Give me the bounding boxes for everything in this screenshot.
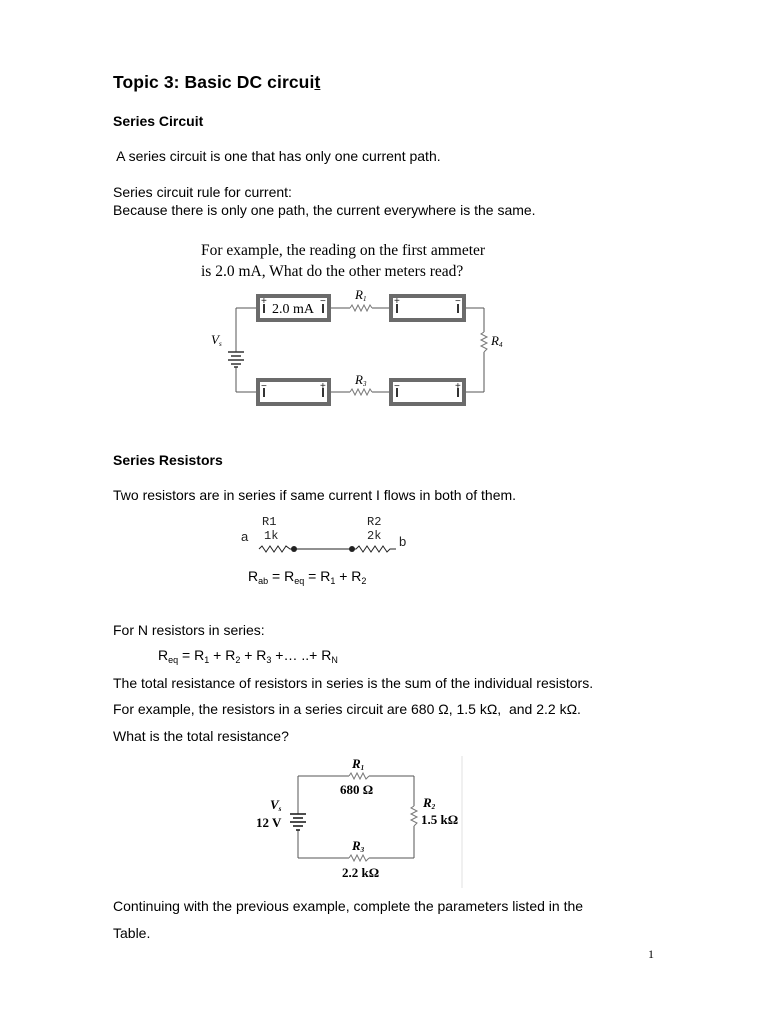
example-text: For example, the resistors in a series circuit are 680 Ω, 1.5 kΩ, and 2.2 kΩ. bbox=[113, 701, 581, 717]
n-resistors-intro: For N resistors in series: bbox=[113, 622, 265, 638]
ammeter3-minus: − bbox=[261, 381, 267, 392]
figure1-caption-line1: For example, the reading on the first ammeter bbox=[201, 242, 486, 259]
fig2-r2-zigzag bbox=[411, 806, 417, 826]
fig2-r3-zigzag bbox=[349, 855, 369, 861]
req-formula: $R_{eq} = R_1 + R_2 + R_3$ +… ..+ $R_N$ bbox=[158, 647, 338, 665]
figure1-caption-line2: is 2.0 mA, What do the other meters read? bbox=[201, 263, 464, 280]
fig2-r3-label: R3 bbox=[352, 838, 365, 854]
fig1-r1-label: R1 bbox=[355, 287, 367, 303]
ammeter1-minus: − bbox=[320, 296, 326, 307]
closing-line2: Table. bbox=[113, 925, 151, 941]
fig2-r1-zigzag bbox=[349, 773, 369, 779]
series-resistors-definition: Two resistors are in series if same current I flows in both of them. bbox=[113, 487, 517, 503]
fig2-vs-value: 12 V bbox=[256, 815, 282, 830]
ammeter2-minus: − bbox=[455, 296, 461, 307]
title-underlined-char: t bbox=[314, 72, 321, 92]
series-circuit-heading: Series Circuit bbox=[113, 113, 204, 129]
page-number: 1 bbox=[648, 947, 654, 961]
fig1-vs-label: Vs bbox=[211, 332, 222, 348]
fig2-vs-label: Vs bbox=[270, 797, 282, 813]
ammeter4-plus: + bbox=[455, 381, 461, 392]
fig2-r2-value: 1.5 kΩ bbox=[421, 812, 459, 827]
r2-value: 2k bbox=[367, 529, 382, 543]
fig2-r3-value: 2.2 kΩ bbox=[342, 865, 380, 880]
fig1-r4-label: R4 bbox=[491, 333, 503, 349]
node-b-label: b bbox=[399, 534, 407, 549]
ammeter3-plus: + bbox=[320, 381, 326, 392]
r1-value: 1k bbox=[264, 529, 279, 543]
fig2-battery-symbol bbox=[290, 814, 306, 830]
ammeter4-minus: − bbox=[394, 381, 400, 392]
fig1-r3-label: R3 bbox=[355, 372, 367, 388]
closing-line1: Continuing with the previous example, complete the parameters listed in the bbox=[113, 898, 584, 914]
series-rule-text: Because there is only one path, the current everywhere is the same. bbox=[113, 202, 536, 218]
node-a-label: a bbox=[241, 529, 249, 544]
ammeter1-plus: + bbox=[261, 296, 267, 307]
r2-name: R2 bbox=[367, 515, 382, 529]
series-resistors-heading: Series Resistors bbox=[113, 452, 223, 468]
ammeter2-plus: + bbox=[394, 296, 400, 307]
total-resistance-text: The total resistance of resistors in series is the sum of the individual resistors. bbox=[113, 675, 594, 691]
fig2-r1-value: 680 Ω bbox=[340, 782, 374, 797]
fig2-r1-label: R1 bbox=[352, 756, 365, 772]
series-circuit-definition: A series circuit is one that has only one current path. bbox=[113, 148, 441, 164]
r1-name: R1 bbox=[262, 515, 277, 529]
series-rule-title: Series circuit rule for current: bbox=[113, 184, 292, 200]
question-text: What is the total resistance? bbox=[113, 728, 289, 744]
title-text: Topic 3: Basic DC circui bbox=[113, 72, 315, 92]
ammeter1-reading: 2.0 mA bbox=[272, 302, 314, 317]
rab-formula: $R_{ab} = R_{eq} = R_1 + R_2$ bbox=[248, 568, 367, 586]
fig2-r2-label: R2 bbox=[423, 795, 436, 811]
